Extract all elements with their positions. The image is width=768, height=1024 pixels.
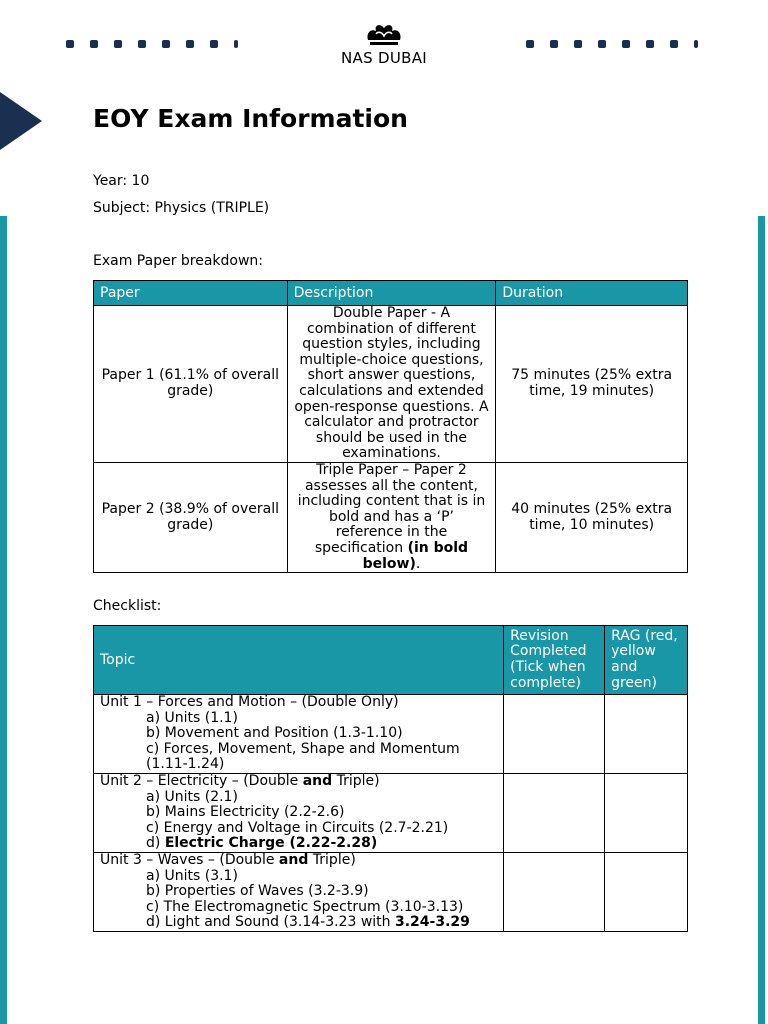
- unit-item: [100, 836, 497, 852]
- header-description: Description: [287, 281, 496, 306]
- unit-item: a) Units (1.1): [146, 709, 238, 726]
- unit-item-prefix: d) Light and Sound (3.14-3.23 with: [146, 914, 395, 931]
- header-rag: RAG (red, yellow and green): [605, 626, 688, 695]
- unit-title: [100, 695, 497, 711]
- topic-cell-unit-2: [94, 773, 504, 852]
- unit-item-bold: Electric Charge (2.22-2.28): [164, 835, 378, 852]
- unit-title: [100, 853, 497, 869]
- header-dots-left: [66, 40, 254, 48]
- checklist-heading: Checklist:: [93, 598, 162, 614]
- unit-title-end: Triple): [308, 851, 356, 868]
- revision-checkbox-cell[interactable]: [504, 695, 605, 774]
- unit-title-bold: and: [278, 851, 309, 868]
- description-bold-text: (in bold below): [362, 539, 469, 572]
- unit-title-text: Unit 2 – Electricity – (Double: [100, 772, 303, 789]
- unit-item: b) Mains Electricity (2.2-2.6): [146, 804, 345, 821]
- unit-title-end: Triple): [332, 772, 380, 789]
- crown-emblem-icon: [364, 22, 404, 48]
- table-row: [94, 773, 688, 852]
- rag-cell[interactable]: [605, 773, 688, 852]
- unit-item: c) Energy and Voltage in Circuits (2.7-2.21): [146, 819, 449, 836]
- unit-item-bold: 3.24-3.29: [394, 914, 470, 931]
- right-accent-bar: [758, 216, 765, 1024]
- exam-breakdown-table: [93, 280, 688, 573]
- paper-cell: Paper 2 (38.9% of overall grade): [94, 463, 288, 573]
- left-accent-bar: [0, 216, 7, 1024]
- duration-cell: 40 minutes (25% extra time, 10 minutes): [496, 463, 688, 573]
- breakdown-heading: Exam Paper breakdown:: [93, 253, 264, 269]
- table-row: [94, 852, 688, 931]
- unit-item: b) Properties of Waves (3.2-3.9): [146, 883, 369, 900]
- table-row: [94, 306, 688, 463]
- page-title: EOY Exam Information: [93, 104, 408, 133]
- unit-title-bold: and: [302, 772, 333, 789]
- unit-item: a) Units (3.1): [146, 867, 238, 884]
- header-duration: Duration: [496, 281, 688, 306]
- unit-item: a) Units (2.1): [146, 788, 238, 805]
- year-line: Year: 10: [93, 173, 150, 189]
- unit-item: c) The Electromagnetic Spectrum (3.10-3.13): [146, 898, 464, 915]
- unit-item: c) Forces, Movement, Shape and Momentum (1.11-1.24): [146, 740, 460, 773]
- unit-item-prefix: d): [146, 835, 165, 852]
- nas-dubai-logo: [333, 22, 435, 70]
- table-row: [94, 463, 688, 573]
- description-end: .: [415, 555, 421, 572]
- unit-title-text: Unit 1 – Forces and Motion – (Double Only): [100, 694, 399, 710]
- unit-item: [100, 915, 497, 931]
- revision-checkbox-cell[interactable]: [504, 852, 605, 931]
- brand-name: NAS DUBAI: [341, 49, 427, 67]
- header-topic: Topic: [94, 626, 504, 695]
- duration-cell: 75 minutes (25% extra time, 19 minutes): [496, 306, 688, 463]
- unit-item: b) Movement and Position (1.3-1.10): [146, 725, 403, 742]
- rag-cell[interactable]: [605, 695, 688, 774]
- table-row: [94, 695, 688, 774]
- header-dots-right: [526, 40, 714, 48]
- description-cell: [287, 463, 496, 573]
- topic-cell-unit-1: [94, 695, 504, 774]
- rag-cell[interactable]: [605, 852, 688, 931]
- revision-checkbox-cell[interactable]: [504, 773, 605, 852]
- header-revision: Revision Completed (Tick when complete): [504, 626, 605, 695]
- description-cell: Double Paper - A combination of different question styles, including multiple-choice questions, short answer questions, calculations and extended open-response questions. A calculator and protractor should be used in the examinations.: [287, 306, 496, 463]
- header-paper: Paper: [94, 281, 288, 306]
- topic-cell-unit-3: [94, 852, 504, 931]
- unit-title: [100, 774, 497, 790]
- checklist-table: [93, 625, 688, 932]
- unit-title-text: Unit 3 – Waves – (Double: [100, 851, 279, 868]
- subject-line: Subject: Physics (TRIPLE): [93, 200, 270, 216]
- header-triangle: [0, 92, 42, 150]
- paper-cell: Paper 1 (61.1% of overall grade): [94, 306, 288, 463]
- description-text: Triple Paper – Paper 2 assesses all the content, including content that is in bold and has a ‘P’ reference in the specification: [297, 462, 486, 556]
